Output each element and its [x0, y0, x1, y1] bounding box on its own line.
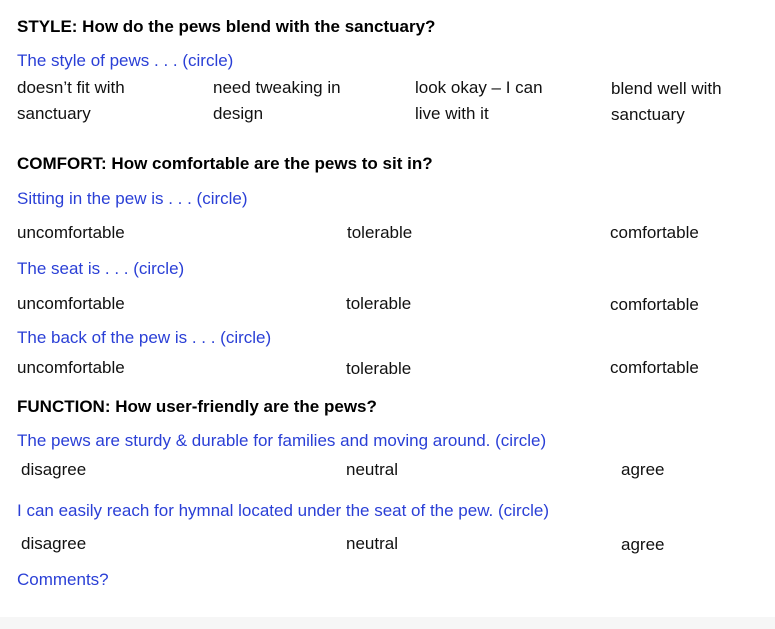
comfort-question-seat: The seat is . . . (circle) [17, 259, 185, 278]
seat-option-comfortable[interactable]: comfortable [610, 295, 699, 314]
style-question: The style of pews . . . (circle) [17, 51, 234, 70]
style-option-3[interactable]: look okay – I can live with it [415, 78, 543, 123]
comfort-heading: COMFORT: How comfortable are the pews to sit in? [17, 154, 433, 173]
style-option-1[interactable]: doesn’t fit with sanctuary [17, 78, 125, 123]
sturdy-option-neutral[interactable]: neutral [346, 460, 398, 479]
style-option-2[interactable]: need tweaking in design [213, 78, 341, 123]
style-option-4[interactable]: blend well with sanctuary [611, 79, 722, 124]
function-question-sturdy: The pews are sturdy & durable for families and moving around. (circle) [17, 431, 547, 450]
sturdy-option-disagree[interactable]: disagree [21, 460, 87, 479]
sitting-option-tolerable[interactable]: tolerable [347, 223, 413, 242]
seat-option-uncomfortable[interactable]: uncomfortable [17, 294, 125, 313]
hymnal-option-disagree[interactable]: disagree [21, 534, 87, 553]
comfort-question-back: The back of the pew is . . . (circle) [17, 328, 272, 347]
sturdy-option-agree[interactable]: agree [621, 460, 665, 479]
back-option-uncomfortable[interactable]: uncomfortable [17, 358, 125, 377]
hymnal-option-neutral[interactable]: neutral [346, 534, 398, 553]
style-heading: STYLE: How do the pews blend with the sanctuary? [17, 17, 436, 36]
comfort-question-sitting: Sitting in the pew is . . . (circle) [17, 189, 248, 208]
function-question-hymnal: I can easily reach for hymnal located under the seat of the pew. (circle) [17, 501, 549, 520]
page-bottom-edge [0, 617, 775, 629]
back-option-tolerable[interactable]: tolerable [346, 359, 412, 378]
back-option-comfortable[interactable]: comfortable [610, 358, 699, 377]
sitting-option-uncomfortable[interactable]: uncomfortable [17, 223, 125, 242]
function-heading: FUNCTION: How user-friendly are the pews? [17, 397, 377, 416]
hymnal-option-agree[interactable]: agree [621, 535, 665, 554]
sitting-option-comfortable[interactable]: comfortable [610, 223, 699, 242]
comments-label: Comments? [17, 570, 109, 589]
seat-option-tolerable[interactable]: tolerable [346, 294, 412, 313]
